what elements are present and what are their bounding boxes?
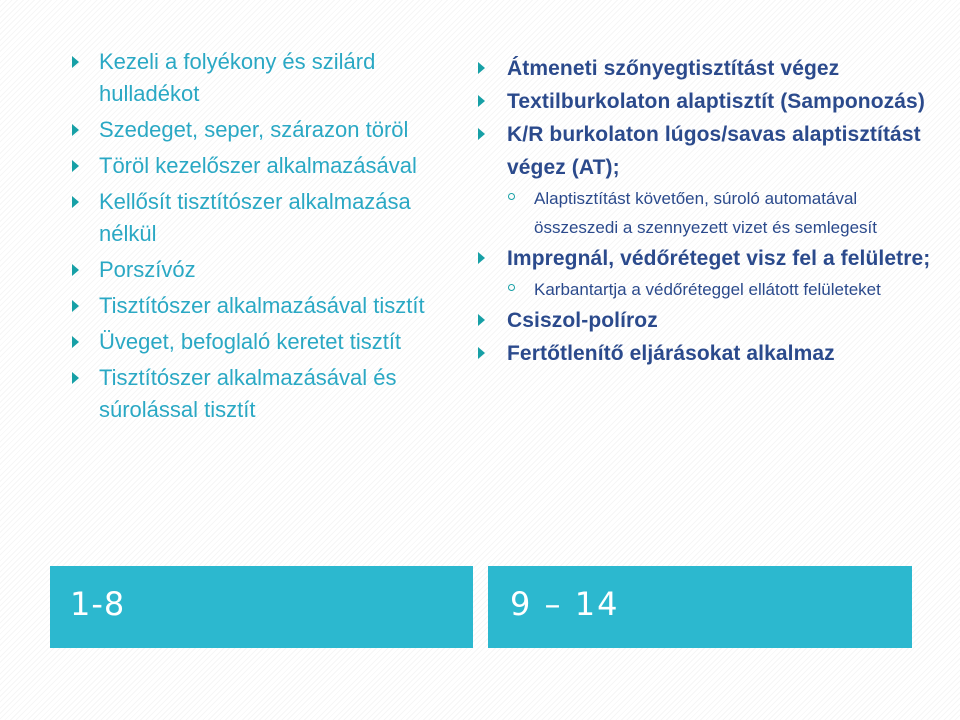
sub-bullet-list — [478, 184, 943, 242]
list-item — [478, 242, 943, 275]
list-item — [70, 326, 465, 358]
list-item — [478, 118, 943, 184]
list-item — [70, 254, 465, 286]
list-item-text: Szedeget, seper, szárazon töröl — [99, 117, 409, 142]
triangle-right-icon — [72, 336, 79, 348]
right-bullet-list — [478, 304, 943, 370]
list-item — [478, 52, 943, 85]
range-box-right — [488, 566, 912, 648]
left-bullet-list — [70, 46, 465, 426]
list-item-text: K/R burkolaton lúgos/savas alaptisztítást végez (AT); — [507, 123, 921, 179]
list-item-text: Kellősít tisztítószer alkalmazása nélkül — [99, 189, 411, 246]
list-item-text: Kezeli a folyékony és szilárd hulladékot — [99, 49, 376, 106]
triangle-right-icon — [72, 56, 79, 68]
list-item-text: Csiszol-políroz — [507, 309, 658, 332]
list-item-text: Textilburkolaton alaptisztít (Samponozás) — [507, 90, 925, 113]
ring-icon — [508, 284, 515, 291]
range-label: 1-8 — [70, 585, 126, 623]
list-item-text: Töröl kezelőszer alkalmazásával — [99, 153, 417, 178]
triangle-right-icon — [478, 62, 485, 74]
list-item — [70, 362, 465, 426]
triangle-right-icon — [478, 252, 485, 264]
left-column — [70, 46, 465, 430]
triangle-right-icon — [72, 300, 79, 312]
list-item — [478, 337, 943, 370]
list-item-text: Átmeneti szőnyegtisztítást végez — [507, 57, 840, 80]
sub-list-item — [478, 275, 943, 304]
triangle-right-icon — [478, 128, 485, 140]
sub-list-item — [478, 184, 943, 242]
triangle-right-icon — [72, 124, 79, 136]
range-box-left — [50, 566, 473, 648]
list-item — [478, 85, 943, 118]
sub-list-item-text: Karbantartja a védőréteggel ellátott felületeket — [534, 280, 881, 299]
list-item-text: Impregnál, védőréteget visz fel a felületre; — [507, 247, 931, 270]
list-item-text: Porszívóz — [99, 257, 196, 282]
triangle-right-icon — [72, 264, 79, 276]
right-column — [478, 52, 943, 370]
right-bullet-list — [478, 242, 943, 275]
triangle-right-icon — [72, 196, 79, 208]
sub-bullet-list — [478, 275, 943, 304]
range-label: 9 – 14 — [510, 585, 620, 623]
list-item-text: Üveget, befoglaló keretet tisztít — [99, 329, 402, 354]
ring-icon — [508, 193, 515, 200]
triangle-right-icon — [478, 347, 485, 359]
right-bullet-list — [478, 52, 943, 184]
list-item — [70, 114, 465, 146]
list-item-text: Tisztítószer alkalmazásával és súrolással tisztít — [99, 365, 397, 422]
list-item — [478, 304, 943, 337]
list-item — [70, 46, 465, 110]
sub-list-item-text: Alaptisztítást követően, súroló automatával összeszedi a szennyezett vizet és semlegesít — [534, 189, 877, 237]
list-item — [70, 150, 465, 182]
triangle-right-icon — [478, 95, 485, 107]
triangle-right-icon — [72, 160, 79, 172]
list-item-text: Tisztítószer alkalmazásával tisztít — [99, 293, 425, 318]
list-item-text: Fertőtlenítő eljárásokat alkalmaz — [507, 342, 835, 365]
triangle-right-icon — [478, 314, 485, 326]
list-item — [70, 290, 465, 322]
triangle-right-icon — [72, 372, 79, 384]
list-item — [70, 186, 465, 250]
